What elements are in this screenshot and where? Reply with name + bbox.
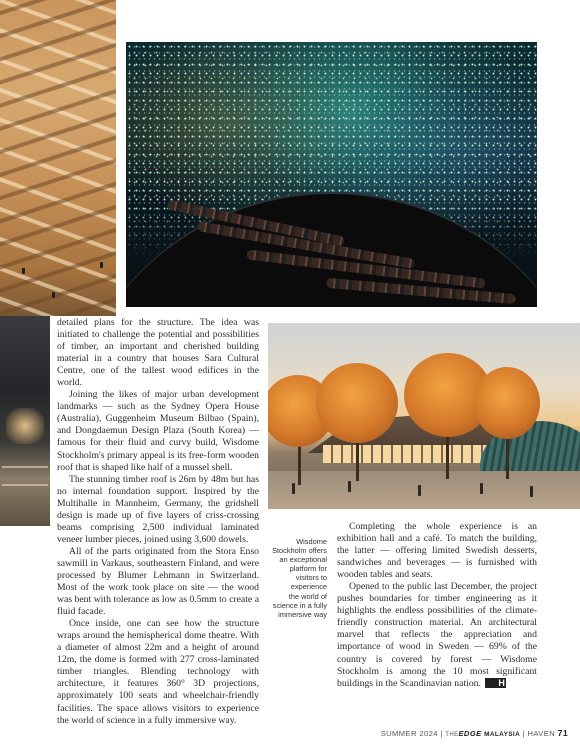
end-mark-icon: H [485,678,506,688]
photo-caption [269,537,327,619]
autumn-tree [474,367,540,439]
body-paragraph: All of the parts originated from the Stora Enso sawmill in Varkaus, southeastern Finland, and were processed by Blumer Lehmann in Switzerland. Most of the work took place on site — the wood was bent with tolerance as low as 0.5mm to create a fluid facade. [57,545,259,618]
interior-cafe-photo [0,316,50,526]
brand-edge: EDGE [458,729,482,738]
ceiling-lamp [52,292,55,298]
body-paragraph: Once inside, one can see how the structure wraps around the hemispherical dome theatre. With a diameter of almost 22m and a height of around 12m, the dome is formed with 277 cross-laminated timber triangles. Blending technology with architecture, it features 360° 3D projections, approximately 100 seats and wheelchair-friendly facilities. The space allows visitors to experience the world of science in a fully immersive way. [57,618,259,726]
body-paragraph [337,581,537,689]
footer-separator: | [440,729,443,738]
exterior-building-photo [268,323,580,509]
caption-line: visitors to [295,573,327,583]
visitor-figure [480,483,483,494]
caption-line: Stockholm offers [272,546,327,556]
section-label: HAVEN [527,729,556,738]
timber-ceiling-photo [0,0,116,316]
caption-line: experience [290,582,327,592]
issue-label: SUMMER 2024 [380,729,438,738]
page-footer [350,728,568,738]
caption-line: an exceptional [279,555,327,565]
caption-line: science in a fully [272,600,327,610]
caption-line: platform for [289,564,327,574]
article-left-column [57,317,259,727]
caption-line: Wisdome [296,537,327,546]
body-paragraph-text: Opened to the public last December, the project pushes boundaries for timber engineering as it highlights the endless possibilities of the climate-friendly construction material. An architectural marvel that reflects the appreciation and importance of wood in Sweden — 69% of the country is covered by forest — Wisdome Stockholm is among the 10 most significant buildings in the Scandinavian nation. [337,581,537,689]
caption-line: the world of [288,591,327,601]
visitor-figure [292,483,295,494]
body-paragraph: Joining the likes of major urban development landmarks — such as the Sydney Opera House (Australia), Guggenheim Museum Bilbao (Spain), and Dongdaemun Design Plaza (South Korea) — famous for their fluid and curvy build, Wisdome Stockholm's primary appeal is its free-form wooden roof that is shaped like half of a mussel shell. [57,389,259,473]
counter-shelf [2,466,48,468]
footer-separator: | [522,729,525,738]
article-right-column [337,521,537,690]
visitor-figure [530,486,533,497]
brand-the: THE [445,732,459,738]
brand-country: MALAYSIA [484,731,521,738]
body-paragraph: detailed plans for the structure. The idea was initiated to challenge the potential and possibilities of timber, an important and cherished building material in a country that houses Sara Cultural Centre, one of the tallest wood edifices in the world. [57,317,259,389]
caption-line: immersive way [278,609,327,619]
ceiling-lamp [22,268,25,274]
interior-light-glow [6,408,44,444]
dome-theatre-photo [126,42,537,307]
counter-shelf [2,484,48,486]
body-paragraph: Completing the whole experience is an exhibition hall and a café. To match the building, the latter — offering limited Swedish desserts, sandwiches and beverages — is furnished with wooden tables and seats. [337,521,537,581]
autumn-tree [316,363,398,443]
page-number: 71 [557,728,568,738]
visitor-figure [348,481,351,492]
body-paragraph: The stunning timber roof is 26m by 48m but has no internal foundation support. Inspired by the Multihalle in Mannheim, Germany, the gridshell design is made up of five layers of criss-crossing beams comprising 2,500 individual laminated veneer lumber pieces, joined using 3,600 dowels. [57,473,259,545]
ceiling-lamp [100,262,103,268]
visitor-figure [418,485,421,496]
plaza-ground [268,471,580,509]
